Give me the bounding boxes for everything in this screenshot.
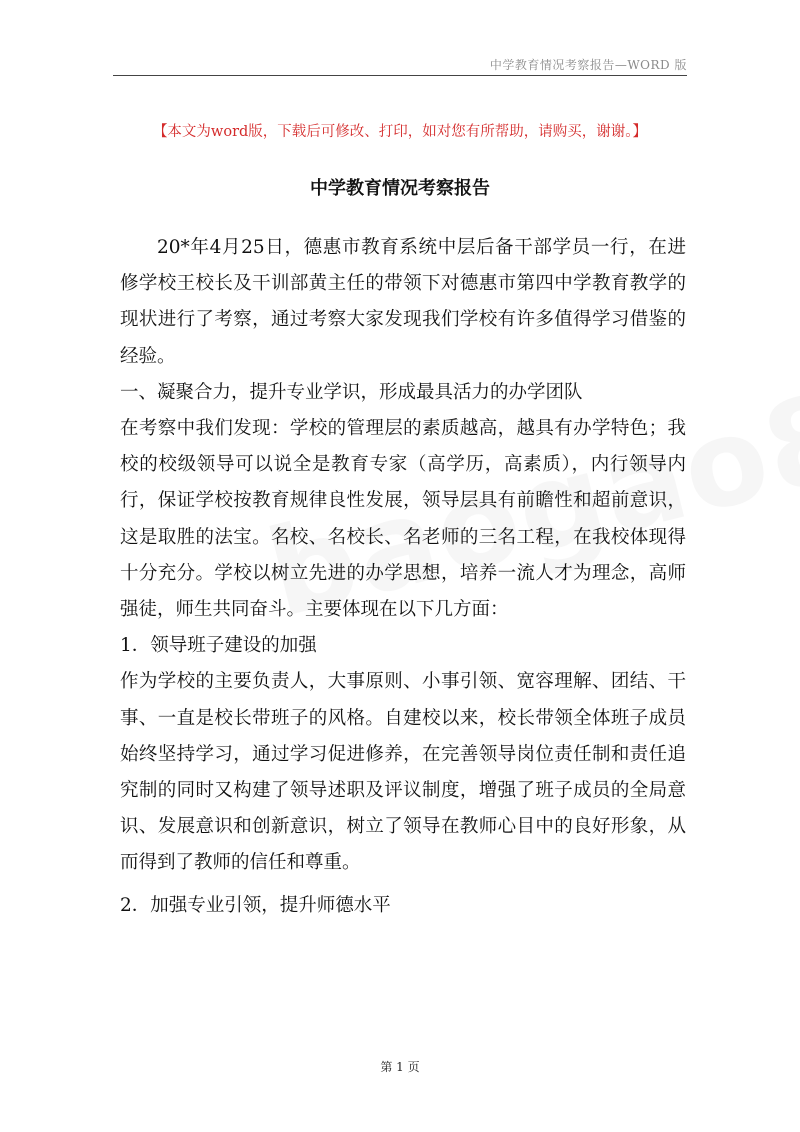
document-title: 中学教育情况考察报告 bbox=[310, 178, 490, 199]
header-divider bbox=[113, 75, 687, 76]
document-body bbox=[120, 230, 686, 924]
subheading-1: 1．领导班子建设的加强 bbox=[120, 635, 317, 657]
subheading-2: 2．加强专业引领，提升师德水平 bbox=[120, 894, 391, 916]
intro-paragraph: 20*年4月25日，德惠市教育系统中层后备干部学员一行，在进修学校王校长及干训部黄主任的带领下对德惠市第四中学教育教学的现状进行了考察，通过考察大家发现我们学校有许多值得学习借鉴的经验。 bbox=[120, 237, 686, 367]
section-heading-1: 一、凝聚合力，提升专业学识，形成最具活力的办学团队 bbox=[120, 381, 583, 403]
body-paragraph: 作为学校的主要负责人，大事原则、小事引领、宽容理解、团结、干事、一直是校长带班子的风格。自建校以来，校长带领全体班子成员始终坚持学习，通过学习促进修养，在完善领导岗位责任制和责任追究制的同时又构建了领导述职及评议制度，增强了班子成员的全局意识、发展意识和创新意识，树立了领导在教师心目中的良好形象，从而得到了教师的信任和尊重。 bbox=[120, 671, 686, 874]
page-number: 第 1 页 bbox=[380, 1060, 420, 1074]
download-notice: 【本文为word版，下载后可修改、打印，如对您有所帮助，请购买，谢谢。】 bbox=[152, 124, 648, 140]
running-header: 中学教育情况考察报告—WORD 版 bbox=[489, 58, 687, 72]
body-paragraph: 在考察中我们发现：学校的管理层的素质越高，越具有办学特色；我校的校级领导可以说全是教育专家（高学历，高素质），内行领导内行，保证学校按教育规律良性发展，领导层具有前瞻性和超前意识，这是取胜的法宝。名校、名校长、名老师的三名工程，在我校体现得十分充分。学校以树立先进的办学思想，培养一流人才为理念，高师强徒，师生共同奋斗。主要体现在以下几方面： bbox=[120, 418, 686, 621]
